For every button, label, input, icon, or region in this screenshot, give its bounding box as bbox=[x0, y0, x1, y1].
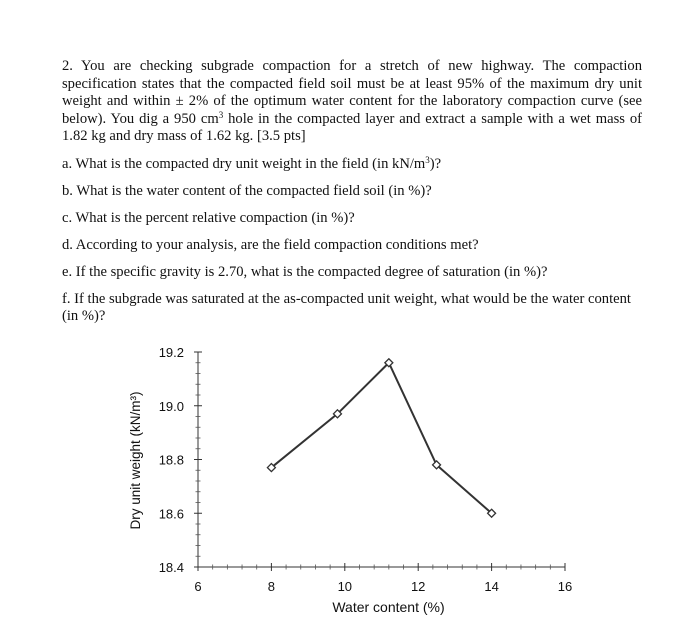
x-axis-label: Water content (%) bbox=[332, 599, 445, 615]
question-d: d. According to your analysis, are the field compaction conditions met? bbox=[62, 236, 479, 253]
problem-statement-part-2: hole in the compacted layer and extract a sample with a wet mass of 1.82 kg and dry mass of 1.62 kg. [3.5 pts] bbox=[62, 110, 642, 144]
question-f: f. If the subgrade was saturated at the as-compacted unit weight, what would be the water content (in %)? bbox=[62, 290, 631, 324]
x-tick-label: 16 bbox=[557, 579, 573, 594]
x-tick-label: 10 bbox=[337, 579, 353, 594]
compaction-curve-line bbox=[271, 363, 491, 514]
chart-ticks bbox=[194, 352, 565, 571]
chart-axes bbox=[198, 352, 565, 567]
question-a-text: a. What is the compacted dry unit weight in the field (in kN/m bbox=[62, 155, 426, 172]
chart-tick-labels bbox=[159, 345, 573, 594]
y-tick-label: 18.8 bbox=[158, 452, 184, 468]
question-a-text-end: )? bbox=[429, 155, 442, 172]
question-b: b. What is the water content of the compacted field soil (in %)? bbox=[62, 182, 432, 199]
question-c: c. What is the percent relative compaction (in %)? bbox=[62, 209, 355, 226]
y-tick-label: 18.4 bbox=[158, 560, 184, 575]
question-a-superscript: 3 bbox=[425, 154, 430, 165]
x-tick-label: 6 bbox=[194, 579, 202, 594]
problem-statement-part-1: 2. You are checking subgrade compaction for a stretch of new highway. The compaction specification states that the compacted field soil must be at least 95% of the maximum dry unit weight and within ± 2% of the optimum water content for the laboratory compaction curve (see below). You dig a 950 cm bbox=[62, 58, 642, 127]
question-e: e. If the specific gravity is 2.70, what is the compacted degree of saturation (in %)? bbox=[62, 263, 548, 280]
cubic-superscript: 3 bbox=[218, 109, 224, 120]
chart-series bbox=[267, 359, 495, 518]
y-tick-label: 18.6 bbox=[158, 506, 184, 522]
x-tick-label: 12 bbox=[410, 579, 426, 594]
y-tick-label: 19.0 bbox=[158, 398, 184, 414]
x-tick-label: 14 bbox=[484, 579, 499, 594]
y-tick-label: 19.2 bbox=[158, 345, 184, 360]
y-axis-label: Dry unit weight (kN/m³) bbox=[128, 391, 143, 530]
x-tick-label: 8 bbox=[267, 579, 276, 594]
